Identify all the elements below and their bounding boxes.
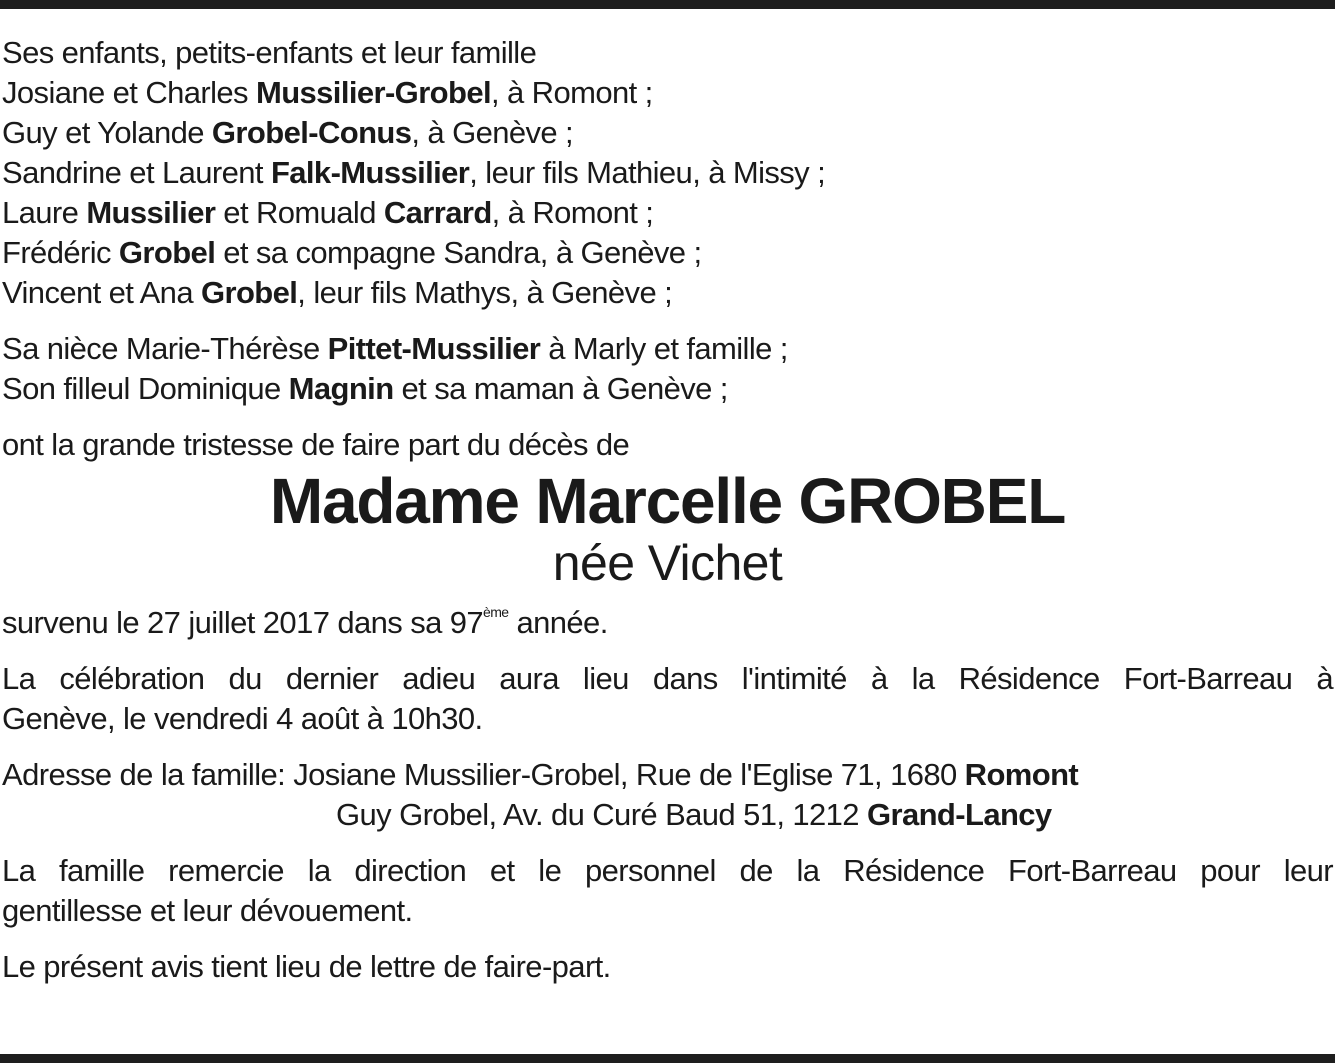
maiden-name: née Vichet bbox=[552, 535, 783, 591]
text-fragment: Frédéric bbox=[2, 235, 119, 270]
death-text-end: année. bbox=[508, 605, 608, 640]
top-rule bbox=[0, 0, 1335, 9]
family-line bbox=[2, 33, 1333, 73]
address-1-text: Josiane Mussilier-Grobel, Rue de l'Eglise 71, 1680 bbox=[293, 757, 965, 792]
text-fragment: et sa maman à Genève ; bbox=[393, 371, 728, 406]
text-fragment: , leur fils Mathys, à Genève ; bbox=[297, 275, 673, 310]
text-fragment: Sa nièce Marie-Thérèse bbox=[2, 331, 328, 366]
surname: Carrard bbox=[383, 195, 492, 230]
spacer bbox=[2, 835, 1333, 851]
text-fragment: , à Romont ; bbox=[490, 75, 653, 110]
spacer bbox=[2, 931, 1333, 947]
text-fragment: Son filleul Dominique bbox=[2, 371, 289, 406]
text-fragment: et Romuald bbox=[215, 195, 384, 230]
thanks-line-2: gentillesse et leur dévouement. bbox=[2, 893, 413, 928]
text-fragment: , leur fils Mathieu, à Missy ; bbox=[469, 155, 826, 190]
spacer bbox=[2, 589, 1333, 603]
deceased-block bbox=[2, 465, 1333, 589]
surname: Falk-Mussilier bbox=[270, 155, 470, 190]
relative-line bbox=[2, 329, 1333, 369]
surname: Grobel bbox=[200, 275, 298, 310]
address-2-city: Grand-Lancy bbox=[866, 797, 1052, 832]
ceremony-line-1: La célébration du dernier adieu aura lieu dans l'intimité à la Résidence Fort-Barreau à bbox=[2, 661, 1333, 696]
address-1-city: Romont bbox=[964, 757, 1079, 792]
thanks-line-1: La famille remercie la direction et le personnel de la Résidence Fort-Barreau pour leur bbox=[2, 853, 1333, 888]
family-line bbox=[2, 113, 1333, 153]
surname: Grobel bbox=[118, 235, 216, 270]
ceremony-line-2: Genève, le vendredi 4 août à 10h30. bbox=[2, 701, 483, 736]
address-label: Adresse de la famille: bbox=[2, 757, 294, 792]
family-line bbox=[2, 153, 1333, 193]
family-line bbox=[2, 233, 1333, 273]
text-fragment: Ses enfants, petits-enfants et leur famille bbox=[2, 35, 537, 70]
text-fragment: Guy et Yolande bbox=[2, 115, 212, 150]
spacer bbox=[2, 313, 1333, 329]
death-date-line bbox=[2, 603, 1333, 643]
ordinal-suffix: ème bbox=[483, 604, 509, 620]
text-fragment: Laure bbox=[2, 195, 87, 230]
deceased-name: Madame Marcelle GROBEL bbox=[269, 465, 1066, 537]
text-fragment: Vincent et Ana bbox=[2, 275, 201, 310]
text-fragment: et sa compagne Sandra, à Genève ; bbox=[215, 235, 702, 270]
spacer bbox=[2, 643, 1333, 659]
surname: Magnin bbox=[288, 371, 394, 406]
address-line-1 bbox=[2, 755, 1333, 795]
closing-text: Le présent avis tient lieu de lettre de faire-part. bbox=[2, 949, 611, 984]
surname: Grobel-Conus bbox=[211, 115, 412, 150]
obituary-notice bbox=[2, 33, 1333, 987]
spacer bbox=[2, 739, 1333, 755]
text-fragment: à Marly et famille ; bbox=[540, 331, 788, 366]
bottom-rule bbox=[0, 1054, 1335, 1063]
family-line bbox=[2, 273, 1333, 313]
relatives-block bbox=[2, 329, 1333, 409]
address-2-text: Guy Grobel, Av. du Curé Baud 51, 1212 bbox=[336, 797, 867, 832]
surname: Mussilier bbox=[86, 195, 216, 230]
family-line bbox=[2, 193, 1333, 233]
death-text: survenu le 27 juillet 2017 dans sa 97 bbox=[2, 605, 484, 640]
announcement-text: ont la grande tristesse de faire part du décès de bbox=[2, 427, 630, 462]
text-fragment: , à Romont ; bbox=[491, 195, 654, 230]
spacer bbox=[2, 409, 1333, 425]
text-fragment: Sandrine et Laurent bbox=[2, 155, 271, 190]
address-line-2 bbox=[2, 795, 1333, 835]
family-block bbox=[2, 33, 1333, 313]
surname: Mussilier-Grobel bbox=[255, 75, 491, 110]
surname: Pittet-Mussilier bbox=[327, 331, 541, 366]
text-fragment: Josiane et Charles bbox=[2, 75, 256, 110]
text-fragment: , à Genève ; bbox=[411, 115, 574, 150]
relative-line bbox=[2, 369, 1333, 409]
family-line bbox=[2, 73, 1333, 113]
